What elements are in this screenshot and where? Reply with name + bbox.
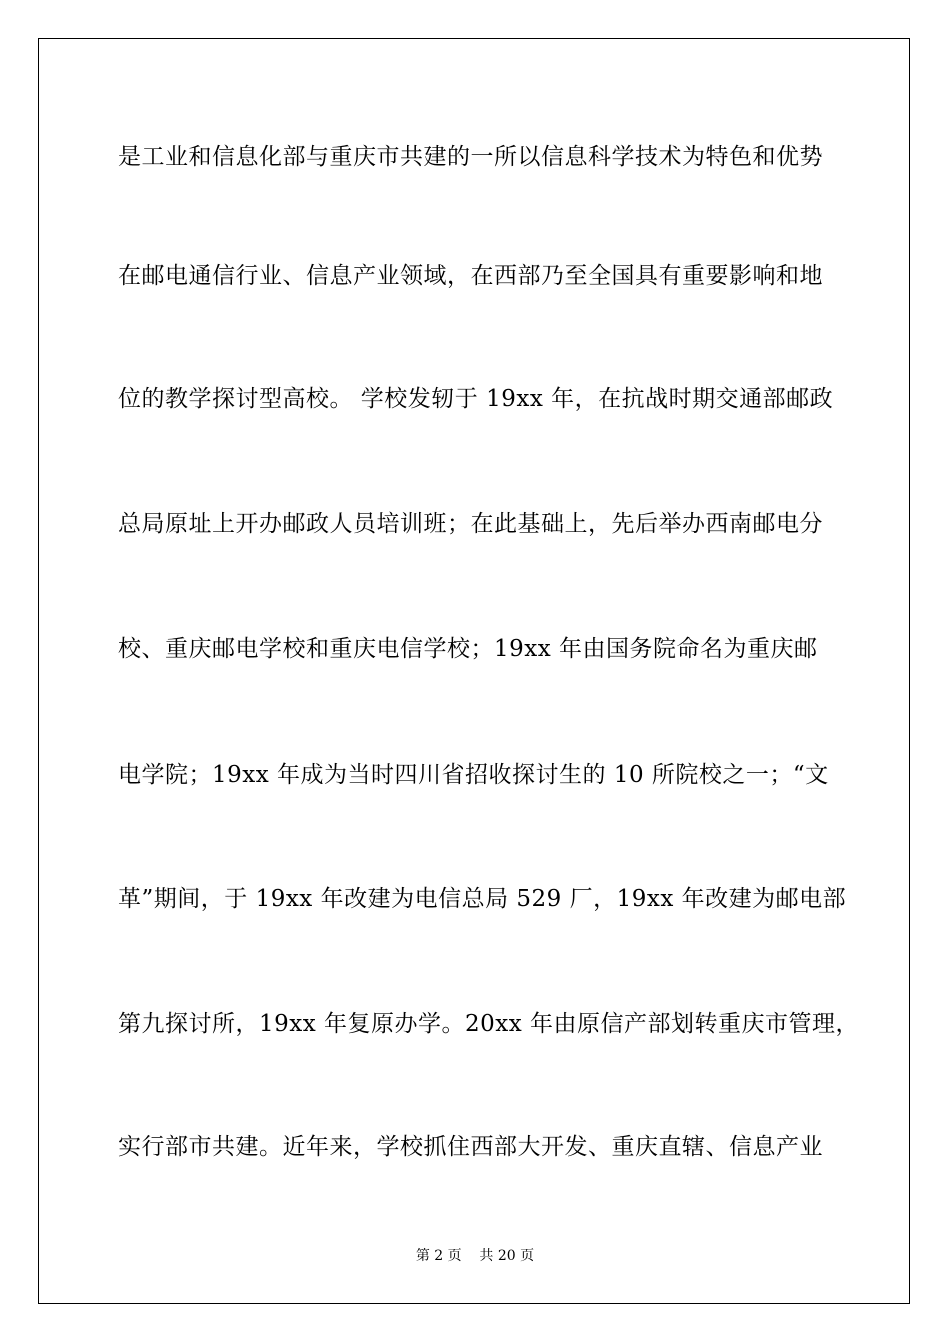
- body-text-line-3: 位的教学探讨型高校。 学校发轫于 19xx 年，在抗战时期交通部邮政: [118, 386, 834, 412]
- body-text-line-2: 在邮电通信行业、信息产业领域，在西部乃至全国具有重要影响和地: [118, 263, 823, 289]
- body-text-line-1: 是工业和信息化部与重庆市共建的一所以信息科学技术为特色和优势: [118, 144, 823, 170]
- body-text-line-5: 校、重庆邮电学校和重庆电信学校；19xx 年由国务院命名为重庆邮: [118, 636, 818, 662]
- page-border: [38, 38, 910, 1304]
- body-text-line-7: 革”期间，于 19xx 年改建为电信总局 529 厂，19xx 年改建为邮电部: [118, 886, 847, 912]
- body-text-line-4: 总局原址上开办邮政人员培训班；在此基础上，先后举办西南邮电分: [118, 511, 823, 537]
- body-text-line-8: 第九探讨所，19xx 年复原办学。20xx 年由原信产部划转重庆市管理，: [118, 1011, 860, 1037]
- body-text-line-9: 实行部市共建。近年来，学校抓住西部大开发、重庆直辖、信息产业: [118, 1134, 823, 1160]
- page-number-footer: 第 2 页 共 20 页: [415, 1248, 535, 1264]
- body-text-line-6: 电学院；19xx 年成为当时四川省招收探讨生的 10 所院校之一；“文: [118, 762, 829, 788]
